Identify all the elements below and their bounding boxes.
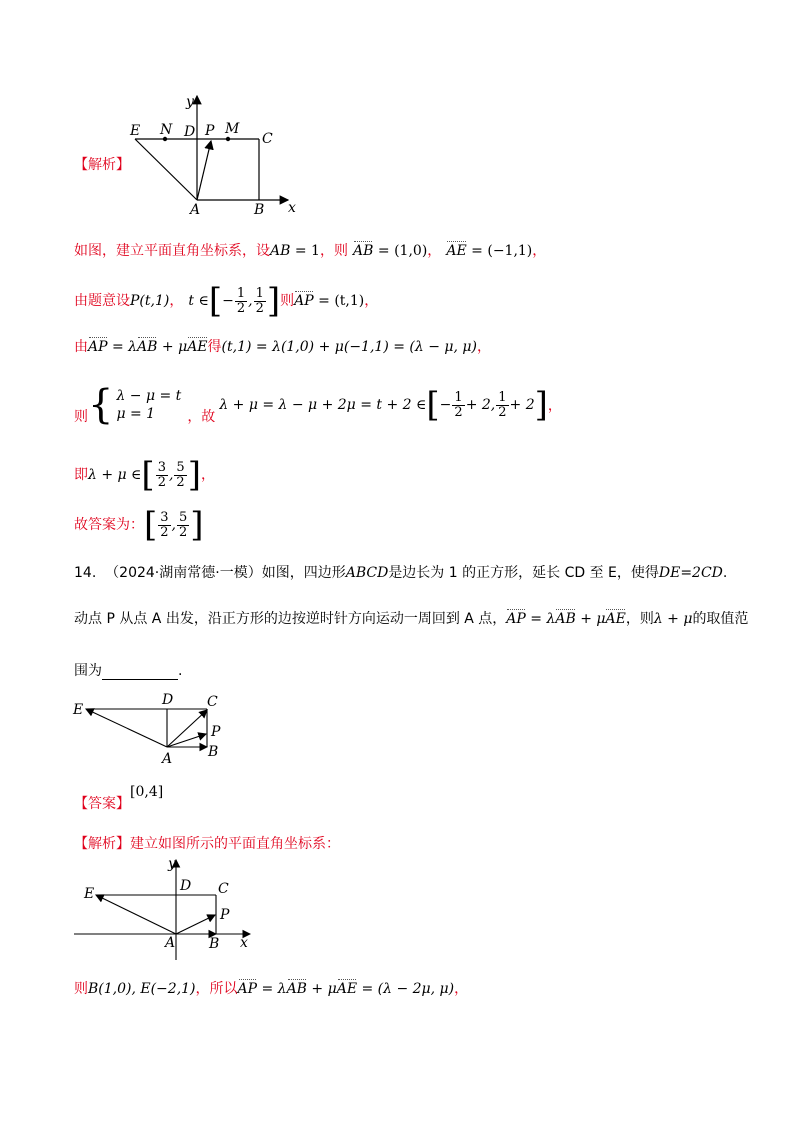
vector-AP: [167, 734, 206, 747]
analysis-tag-2: 【解析】: [74, 836, 130, 852]
label-y: y: [186, 94, 194, 110]
label-B: B: [254, 202, 265, 218]
label-x: x: [240, 935, 248, 951]
label-A: A: [190, 202, 201, 218]
vector-AE: [86, 709, 167, 747]
label-C: C: [218, 881, 229, 897]
label-D: D: [180, 878, 192, 894]
label-P: P: [220, 907, 230, 923]
label-M: M: [225, 121, 240, 137]
figure-1-coordinate-diagram: [110, 88, 310, 218]
vector-AC: [167, 710, 207, 747]
sol1-line3: 由AP = λAB + μAE得(t,1) = λ(1,0) + μ(−1,1) = (λ − μ, μ)，: [74, 339, 491, 355]
figure-2-square-diagram: [68, 690, 238, 770]
sol2-line: 【解析】建立如图所示的平面直角坐标系：: [74, 836, 340, 852]
answer-value: [0,4]: [130, 784, 164, 800]
label-C: C: [262, 131, 273, 147]
label-x: x: [288, 200, 296, 216]
vector-AP: [197, 141, 211, 200]
label-N: N: [160, 122, 173, 138]
label-P: P: [211, 724, 221, 740]
answer-blank: [102, 665, 178, 680]
answer-line: [74, 784, 163, 813]
label-D: D: [184, 124, 196, 140]
label-C: C: [207, 694, 218, 710]
q14-line3: 围为 .: [74, 663, 183, 679]
sol1-line4: 则 { λ − μ = t μ = 1 ，故 λ + μ = λ − μ + 2μ = t + 2 ∈[− $\frac{1}{2}$ + 2, $\frac{1}{2}$ + 2] ，: [74, 382, 562, 428]
analysis-tag-1: 【解析】: [74, 157, 130, 173]
label-D: D: [162, 692, 174, 708]
label-P: P: [205, 123, 215, 139]
q14-line1: 14. （2024·湖南常德·一模）如图，四边形ABCD是边长为 1 的正方形，延长 CD 至 E，使得DE=2CD.: [74, 565, 728, 581]
sol1-line2: 由题意设P(t,1)， t ∈[− $\frac{1}{2}$ , $\frac{1}{2}$ ]则AP = (t,1)，: [74, 281, 379, 321]
answer-tag: 【答案】: [74, 796, 130, 812]
label-E: E: [84, 886, 95, 902]
label-A: A: [165, 935, 176, 951]
label-y: y: [168, 856, 176, 872]
figure-3-coordinate-diagram: [70, 852, 260, 972]
sol1-line5: 即λ + μ ∈[ $\frac{3}{2}$ , $\frac{5}{2}$ ]，: [74, 455, 215, 495]
last-line: 则B(1,0), E(−2,1)，所以AP = λAB + μAE = (λ − 2μ, μ)，: [74, 981, 469, 997]
point-M: [226, 137, 230, 141]
label-B: B: [208, 744, 219, 760]
q14-line2: 动点 P 从点 A 出发，沿正方形的边按逆时针方向运动一周回到 A 点，AP = λAB + μAE，则λ + μ的取值范: [74, 611, 749, 627]
sol1-line1: 如图，建立平面直角坐标系，设AB = 1，则 AB = (1,0)， AE = (−1,1)，: [74, 243, 547, 259]
label-B: B: [209, 936, 220, 952]
vector-AE: [96, 895, 176, 934]
vector-AP: [176, 915, 215, 934]
label-E: E: [130, 123, 141, 139]
label-E: E: [73, 702, 84, 718]
sol1-answer-line: 故答案为：[ $\frac{3}{2}$ , $\frac{5}{2}$ ]: [74, 505, 204, 545]
label-A: A: [162, 751, 173, 767]
segment-AE: [135, 139, 197, 200]
question-number: 14.: [74, 565, 97, 581]
